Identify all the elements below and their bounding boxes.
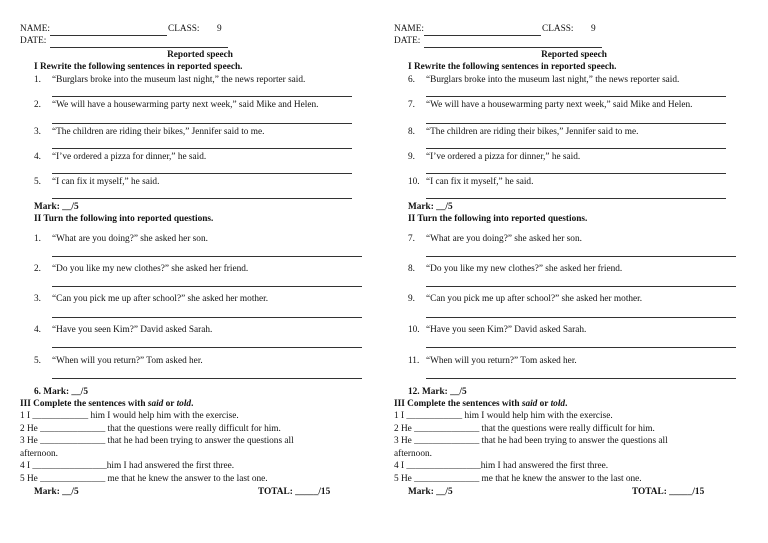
section-1-mark: Mark: __/5 (408, 202, 453, 212)
item-number: 3. (34, 127, 41, 137)
worksheet-title: Reported speech (541, 50, 607, 60)
fill-in-row[interactable]: 4 I ________________him I had answered the first three. (20, 461, 235, 471)
item-number: 8. (408, 127, 415, 137)
answer-line[interactable] (426, 123, 726, 124)
class-value: 9 (591, 24, 596, 34)
item-number: 4. (34, 152, 41, 162)
item-text: “Do you like my new clothes?” she asked her friend. (52, 264, 249, 274)
item-number: 1. (34, 234, 41, 244)
answer-line[interactable] (52, 378, 362, 379)
section-2-mark: 12. Mark: __/5 (408, 387, 467, 397)
item-text: “Can you pick me up after school?” she asked her mother. (52, 294, 269, 304)
total-score: TOTAL: _____/15 (632, 487, 705, 497)
item-text: “We will have a housewarming party next week,” said Mike and Helen. (426, 100, 693, 110)
section-3-heading: III Complete the sentences with said or told. (20, 399, 194, 409)
name-label: NAME: (20, 24, 50, 34)
answer-line[interactable] (426, 148, 726, 149)
item-text: “The children are riding their bikes,” Jennifer said to me. (426, 127, 639, 137)
item-number: 9. (408, 152, 415, 162)
fill-in-row[interactable]: 1 I ____________ him I would help him with the exercise. (20, 411, 239, 421)
item-number: 2. (34, 264, 41, 274)
date-label: DATE: (394, 36, 421, 46)
fill-in-row-continuation: afternoon. (394, 449, 432, 459)
date-label: DATE: (20, 36, 47, 46)
item-text: “Burglars broke into the museum last night,” the news reporter said. (426, 75, 680, 85)
worksheet (394, 0, 754, 543)
worksheet-title: Reported speech (167, 50, 233, 60)
section-2-heading: II Turn the following into reported questions. (408, 214, 588, 224)
section-3-mark: Mark: __/5 (408, 487, 453, 497)
answer-line[interactable] (426, 286, 736, 287)
name-label: NAME: (394, 24, 424, 34)
item-text: “I’ve ordered a pizza for dinner,” he said. (52, 152, 207, 162)
name-line (50, 35, 167, 36)
answer-line[interactable] (52, 123, 352, 124)
item-number: 1. (34, 75, 41, 85)
section-1-heading: I Rewrite the following sentences in reported speech. (34, 62, 243, 72)
fill-in-row[interactable]: 5 He ______________ me that he knew the answer to the last one. (20, 474, 268, 484)
item-number: 6. (408, 75, 415, 85)
item-number: 10. (408, 177, 420, 187)
item-text: “We will have a housewarming party next week,” said Mike and Helen. (52, 100, 319, 110)
answer-line[interactable] (426, 347, 736, 348)
item-text: “Do you like my new clothes?” she asked her friend. (426, 264, 623, 274)
item-number: 3. (34, 294, 41, 304)
fill-in-row[interactable]: 3 He ______________ that he had been trying to answer the questions all (394, 436, 668, 446)
item-text: “I’ve ordered a pizza for dinner,” he said. (426, 152, 581, 162)
answer-line[interactable] (426, 173, 726, 174)
fill-in-row[interactable]: 1 I ____________ him I would help him with the exercise. (394, 411, 613, 421)
worksheet (20, 0, 380, 543)
answer-line[interactable] (426, 317, 736, 318)
item-text: “When will you return?” Tom asked her. (52, 356, 203, 366)
answer-line[interactable] (52, 148, 352, 149)
item-number: 5. (34, 177, 41, 187)
answer-line[interactable] (52, 198, 352, 199)
answer-line[interactable] (52, 256, 362, 257)
answer-line[interactable] (52, 317, 362, 318)
section-2-heading: II Turn the following into reported questions. (34, 214, 214, 224)
section-1-mark: Mark: __/5 (34, 202, 79, 212)
fill-in-row[interactable]: 4 I ________________him I had answered the first three. (394, 461, 609, 471)
item-number: 11. (408, 356, 420, 366)
fill-in-row[interactable]: 5 He ______________ me that he knew the answer to the last one. (394, 474, 642, 484)
answer-line[interactable] (426, 96, 726, 97)
total-score: TOTAL: _____/15 (258, 487, 331, 497)
section-2-mark: 6. Mark: __/5 (34, 387, 88, 397)
fill-in-row[interactable]: 2 He ______________ that the questions were really difficult for him. (20, 424, 281, 434)
answer-line[interactable] (52, 173, 352, 174)
fill-in-row[interactable]: 3 He ______________ that he had been trying to answer the questions all (20, 436, 294, 446)
item-text: “When will you return?” Tom asked her. (426, 356, 577, 366)
class-label: CLASS: (542, 24, 574, 34)
item-number: 10. (408, 325, 420, 335)
answer-line[interactable] (426, 198, 726, 199)
date-line (424, 47, 602, 48)
section-1-heading: I Rewrite the following sentences in reported speech. (408, 62, 617, 72)
class-label: CLASS: (168, 24, 200, 34)
item-text: “The children are riding their bikes,” Jennifer said to me. (52, 127, 265, 137)
item-number: 7. (408, 100, 415, 110)
item-text: “Have you seen Kim?” David asked Sarah. (426, 325, 587, 335)
fill-in-row-continuation: afternoon. (20, 449, 58, 459)
item-number: 9. (408, 294, 415, 304)
item-number: 4. (34, 325, 41, 335)
item-number: 7. (408, 234, 415, 244)
item-text: “I can fix it myself,” he said. (426, 177, 534, 187)
answer-line[interactable] (426, 256, 736, 257)
class-value: 9 (217, 24, 222, 34)
item-text: “Burglars broke into the museum last night,” the news reporter said. (52, 75, 306, 85)
section-3-heading: III Complete the sentences with said or told. (394, 399, 568, 409)
item-text: “I can fix it myself,” he said. (52, 177, 160, 187)
fill-in-row[interactable]: 2 He ______________ that the questions were really difficult for him. (394, 424, 655, 434)
answer-line[interactable] (52, 347, 362, 348)
item-text: “Have you seen Kim?” David asked Sarah. (52, 325, 213, 335)
answer-line[interactable] (52, 96, 352, 97)
answer-line[interactable] (426, 378, 736, 379)
item-text: “Can you pick me up after school?” she asked her mother. (426, 294, 643, 304)
item-text: “What are you doing?” she asked her son. (426, 234, 582, 244)
section-3-mark: Mark: __/5 (34, 487, 79, 497)
item-number: 5. (34, 356, 41, 366)
item-text: “What are you doing?” she asked her son. (52, 234, 208, 244)
item-number: 2. (34, 100, 41, 110)
answer-line[interactable] (52, 286, 362, 287)
item-number: 8. (408, 264, 415, 274)
date-line (50, 47, 228, 48)
name-line (424, 35, 541, 36)
